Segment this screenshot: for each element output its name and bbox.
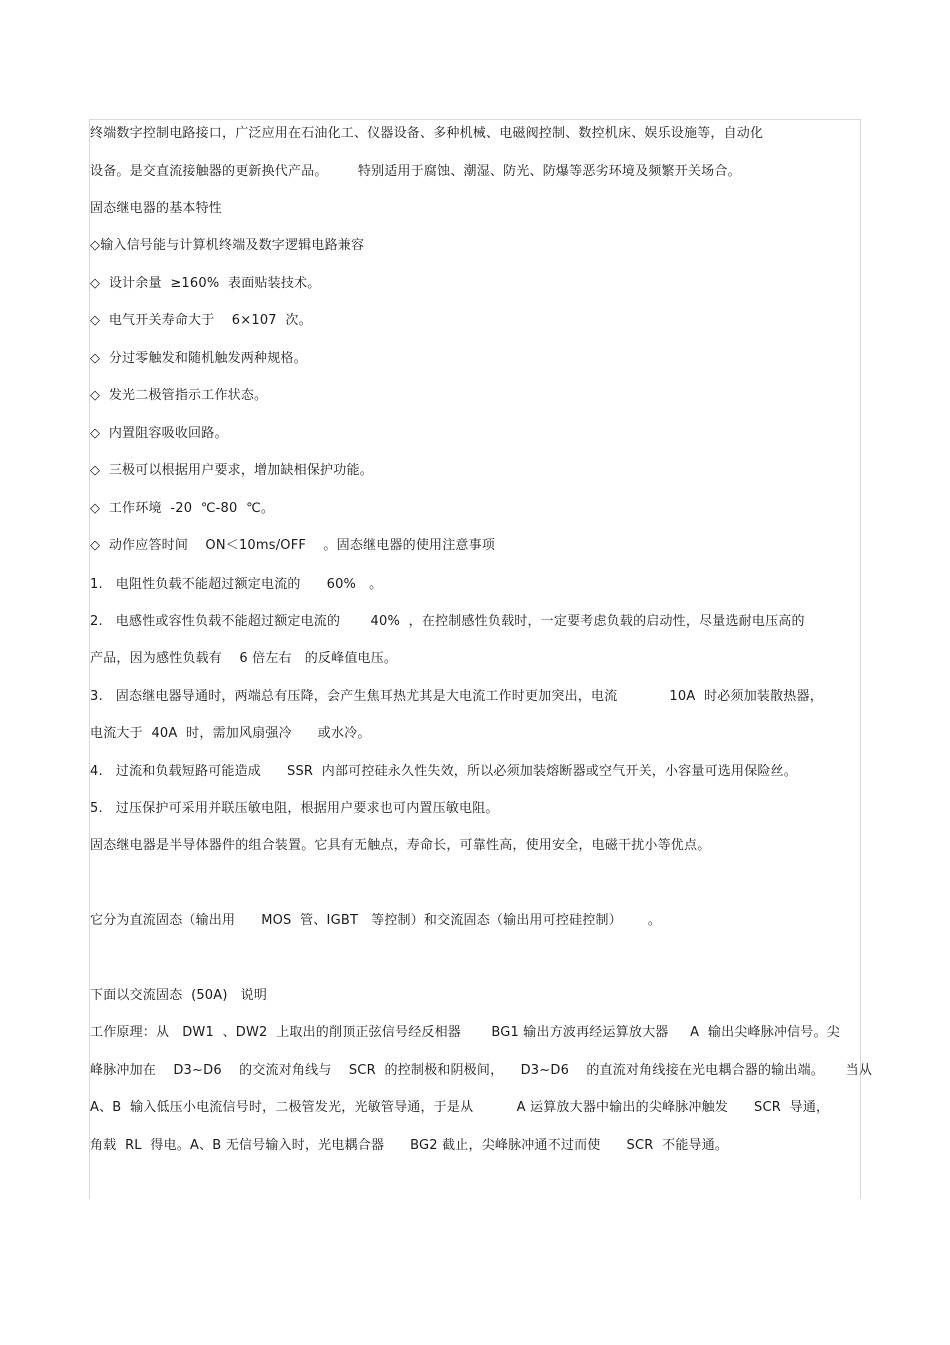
section-heading: 固态继电器的基本特性 (90, 201, 223, 216)
feature-item: ◇输入信号能与计算机终端及数字逻辑电路兼容 (90, 238, 365, 253)
feature-item: ◇ 分过零触发和随机触发两种规格。 (90, 351, 307, 366)
feature-item: ◇ 发光二极管指示工作状态。 (90, 388, 268, 403)
feature-item: ◇ 电气开关寿命大于 6×107 次。 (90, 313, 312, 328)
paragraph-line: 工作原理：从 DW1 、DW2 上取出的削顶正弦信号经反相器 BG1 输出方波再经运算放大器 A 输出尖峰脉冲信号。尖 (90, 1025, 840, 1040)
paragraph-line: 它分为直流固态（输出用 MOS 管、IGBT 等控制）和交流固态（输出用可控硅控制） 。 (90, 913, 662, 928)
feature-item: ◇ 动作应答时间 ON＜10ms/OFF 。固态继电器的使用注意事项 (90, 538, 496, 553)
paragraph-line: 角载 RL 得电。A、B 无信号输入时，光电耦合器 BG2 截止，尖峰脉冲通不过而使 SCR 不能导通。 (90, 1138, 729, 1153)
note-item-continued: 产品，因为感性负载有 6 倍左右 的反峰值电压。 (90, 651, 398, 666)
frame-right-border (860, 119, 861, 1199)
paragraph-line: A、B 输入低压小电流信号时，二极管发光，光敏管导通，于是从 A 运算放大器中输出的尖峰脉冲触发 SCR 导通， (90, 1100, 830, 1115)
paragraph-line: 固态继电器是半导体器件的组合装置。它具有无触点，寿命长，可靠性高，使用安全，电磁干扰小等优点。 (90, 838, 711, 853)
feature-item: ◇ 三极可以根据用户要求，增加缺相保护功能。 (90, 463, 373, 478)
paragraph-line: 终端数字控制电路接口，广泛应用在石油化工、仪器设备、多种机械、电磁阀控制、数控机床、娱乐设施等，自动化 (90, 126, 764, 141)
feature-item: ◇ 工作环境 -20 ℃-80 ℃。 (90, 501, 275, 516)
feature-item: ◇ 内置阻容吸收回路。 (90, 426, 228, 441)
feature-item: ◇ 设计余量 ≥160% 表面贴装技术。 (90, 276, 321, 291)
paragraph-line: 下面以交流固态 (50A) 说明 (90, 988, 268, 1003)
note-item: 4. 过流和负载短路可能造成 SSR 内部可控硅永久性失效，所以必须加装熔断器或空气开关，小容量可选用保险丝。 (90, 764, 797, 779)
note-item-continued: 电流大于 40A 时，需加风扇强冷 或水冷。 (90, 726, 371, 741)
note-item: 2. 电感性或容性负载不能超过额定电流的 40% ，在控制感性负载时，一定要考虑负载的启动性，尽量选耐电压高的 (90, 614, 805, 629)
note-item: 1. 电阻性负载不能超过额定电流的 60% 。 (90, 577, 383, 592)
paragraph-line: 设备。是交直流接触器的更新换代产品。 特别适用于腐蚀、潮湿、防光、防爆等恶劣环境及频繁开关场合。 (90, 164, 741, 179)
paragraph-line: 峰脉冲加在 D3~D6 的交流对角线与 SCR 的控制极和阴极间， D3~D6 的直流对角线接在光电耦合器的输出端。 当从 (90, 1063, 873, 1078)
note-item: 3. 固态继电器导通时，两端总有压降，会产生焦耳热尤其是大电流工作时更加突出，电流 10A 时必须加装散热器， (90, 689, 823, 704)
note-item: 5. 过压保护可采用并联压敏电阻，根据用户要求也可内置压敏电阻。 (90, 801, 499, 816)
frame-top-border (90, 119, 861, 120)
